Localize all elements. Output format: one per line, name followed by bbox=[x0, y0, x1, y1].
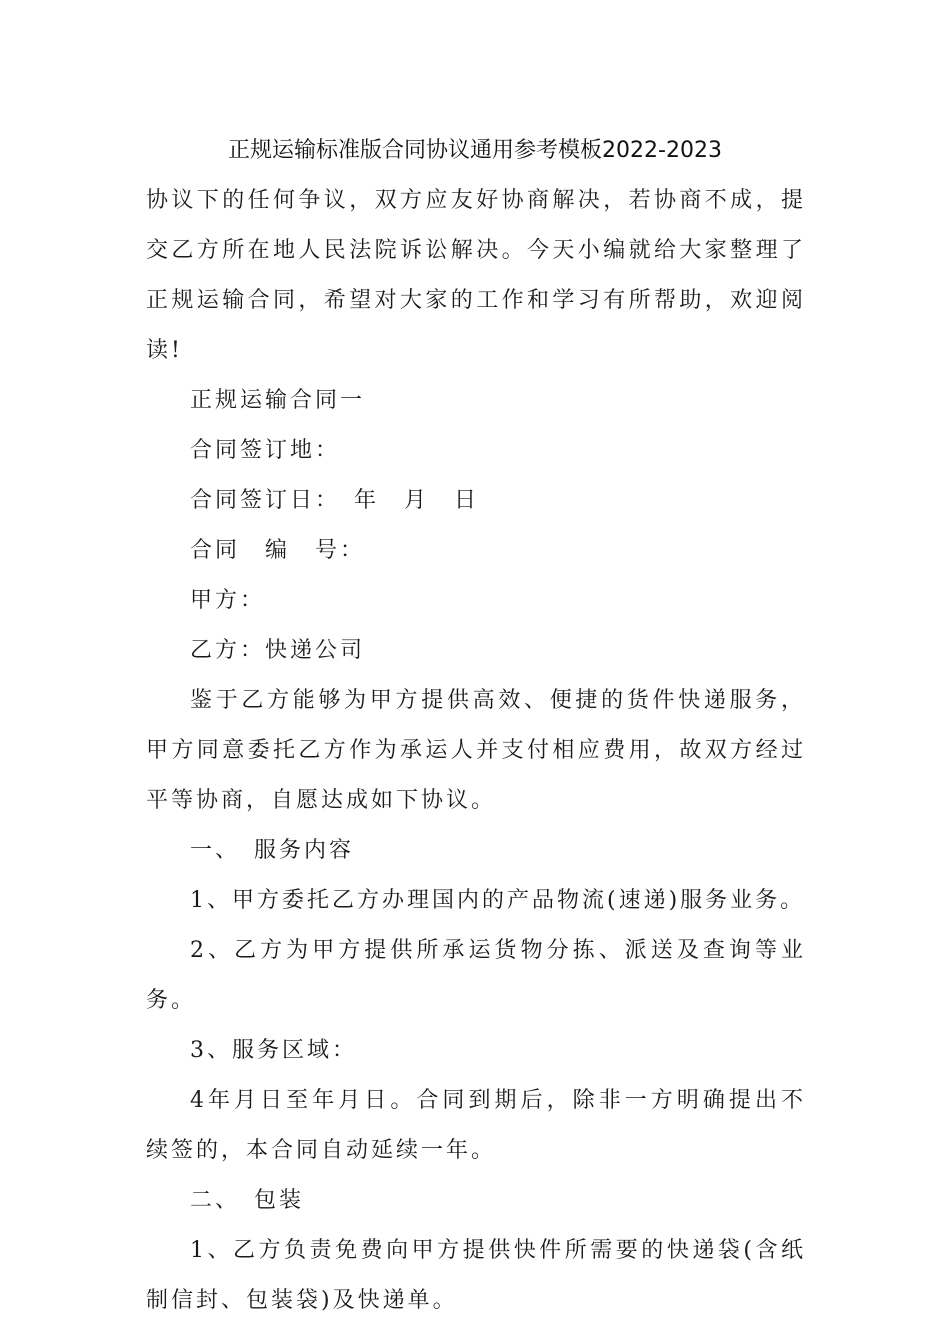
paragraph-service-1: 1、甲方委托乙方办理国内的产品物流(速递)服务业务。 bbox=[190, 888, 806, 913]
section-heading-service: 一、 服务内容 bbox=[190, 838, 355, 863]
paragraph-contract-number: 合同 编 号： bbox=[190, 538, 366, 563]
paragraph-signing-place: 合同签订地： bbox=[190, 438, 341, 463]
paragraph-signing-date: 合同签订日： 年 月 日 bbox=[190, 488, 480, 513]
paragraph-service-2: 2、乙方为甲方提供所承运货物分拣、派送及查询等业务。 bbox=[146, 938, 806, 1013]
section-heading-packaging: 二、 包装 bbox=[190, 1188, 305, 1213]
paragraph-party-a: 甲方： bbox=[190, 588, 266, 613]
document-body bbox=[146, 176, 806, 1326]
paragraph-intro: 协议下的任何争议，双方应友好协商解决，若协商不成，提交乙方所在地人民法院诉讼解决。今天小编就给大家整理了正规运输合同，希望对大家的工作和学习有所帮助，欢迎阅读! bbox=[146, 188, 806, 363]
paragraph-preamble: 鉴于乙方能够为甲方提供高效、便捷的货件快递服务，甲方同意委托乙方作为承运人并支付相应费用，故双方经过平等协商，自愿达成如下协议。 bbox=[146, 688, 806, 813]
paragraph-service-3: 3、服务区域： bbox=[190, 1038, 357, 1063]
paragraph-term: 4年月日至年月日。合同到期后，除非一方明确提出不续签的，本合同自动延续一年。 bbox=[146, 1088, 806, 1163]
document-title: 正规运输标准版合同协议通用参考模板2022-2023 bbox=[228, 138, 722, 163]
paragraph-packaging-1: 1、乙方负责免费向甲方提供快件所需要的快递袋(含纸制信封、包装袋)及快递单。 bbox=[146, 1238, 806, 1313]
paragraph-party-b: 乙方：快递公司 bbox=[190, 638, 366, 663]
paragraph-contract-heading: 正规运输合同一 bbox=[190, 388, 366, 413]
